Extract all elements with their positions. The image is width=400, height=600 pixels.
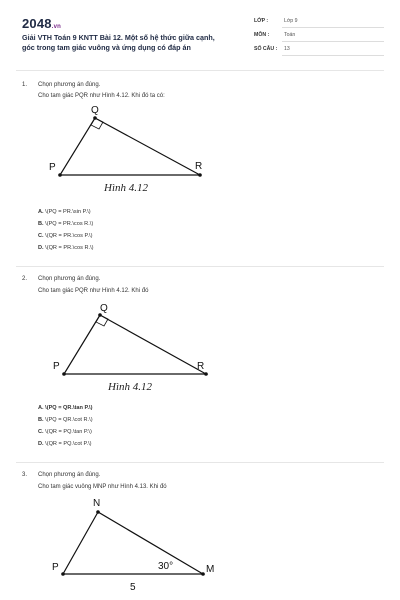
question-3-prompt: Chọn phương án đúng. bbox=[38, 472, 101, 478]
meta-class-value: Lớp 9 bbox=[284, 18, 298, 24]
q2-option-b[interactable]: B. \(PQ = QR.\cot R.\) bbox=[38, 417, 93, 423]
logo-text: 2048 bbox=[22, 16, 52, 31]
vertex-label-r: R bbox=[197, 361, 205, 372]
figure-caption: Hình 4.12 bbox=[108, 381, 152, 393]
document-title bbox=[22, 33, 242, 53]
meta-subject-key: MÔN : bbox=[254, 32, 270, 38]
q2-option-a[interactable]: A. \(PQ = QR.\tan P.\) bbox=[38, 405, 93, 411]
q1-option-a[interactable]: A. \(PQ = PR.\sin P.\) bbox=[38, 209, 91, 215]
question-1-number: 1. bbox=[22, 82, 28, 88]
q1-option-b[interactable]: B. \(PQ = PR.\cos R.\) bbox=[38, 221, 94, 227]
vertex-label-p: P bbox=[52, 562, 59, 573]
question-divider bbox=[16, 266, 384, 267]
meta-count-key: SỐ CÂU : bbox=[254, 46, 278, 52]
title-line-1: Giải VTH Toán 9 KNTT Bài 12. Một số hệ thức giữa cạnh, bbox=[22, 33, 215, 42]
triangle-pqr bbox=[64, 315, 206, 374]
question-3-text: Cho tam giác vuông MNP như Hình 4.13. Khi đó bbox=[38, 484, 167, 490]
logo-tld: .vn bbox=[51, 24, 62, 30]
q2-option-c[interactable]: C. \(QR = PQ.\tan P.\) bbox=[38, 429, 92, 435]
question-3-number: 3. bbox=[22, 472, 28, 478]
site-logo[interactable] bbox=[22, 16, 61, 31]
meta-class bbox=[254, 16, 384, 28]
vertex-label-n: N bbox=[93, 498, 101, 509]
meta-count-value: 13 bbox=[284, 46, 290, 52]
angle-label: 30° bbox=[158, 561, 174, 572]
question-1-text: Cho tam giác PQR như Hình 4.12. Khi đó ta có: bbox=[38, 93, 165, 99]
figure-4-12-q1 bbox=[40, 98, 220, 198]
vertex-label-p: P bbox=[53, 361, 60, 372]
side-length-label: 5 bbox=[130, 582, 136, 593]
vertex-label-q: Q bbox=[91, 105, 99, 116]
vertex-label-m: M bbox=[206, 564, 215, 575]
title-line-2: góc trong tam giác vuông và ứng dụng có đáp án bbox=[22, 43, 191, 52]
meta-subject bbox=[254, 30, 384, 42]
header-divider bbox=[16, 70, 384, 71]
question-divider bbox=[16, 462, 384, 463]
meta-count bbox=[254, 44, 384, 56]
vertex-label-r: R bbox=[195, 161, 203, 172]
question-2-number: 2. bbox=[22, 276, 28, 282]
q1-option-d[interactable]: D. \(QR = PR.\cos R.\) bbox=[38, 245, 94, 251]
triangle-mnp bbox=[63, 512, 203, 574]
figure-caption: Hình 4.12 bbox=[104, 182, 148, 194]
figure-4-12-q2 bbox=[42, 298, 222, 398]
meta-subject-value: Toán bbox=[284, 32, 296, 38]
triangle-pqr bbox=[60, 118, 203, 175]
q2-option-d[interactable]: D. \(QR = PQ.\cot P.\) bbox=[38, 441, 92, 447]
question-2-prompt: Chọn phương án đúng. bbox=[38, 276, 101, 282]
figure-4-13 bbox=[42, 494, 232, 600]
meta-class-key: LỚP : bbox=[254, 18, 269, 24]
vertex-label-p: P bbox=[49, 162, 56, 173]
vertex-label-q: Q bbox=[100, 303, 108, 314]
question-1-prompt: Chọn phương án đúng. bbox=[38, 82, 101, 88]
question-2-text: Cho tam giác PQR như Hình 4.12. Khi đó bbox=[38, 288, 149, 294]
q1-option-c[interactable]: C. \(QR = PR.\cos P.\) bbox=[38, 233, 93, 239]
